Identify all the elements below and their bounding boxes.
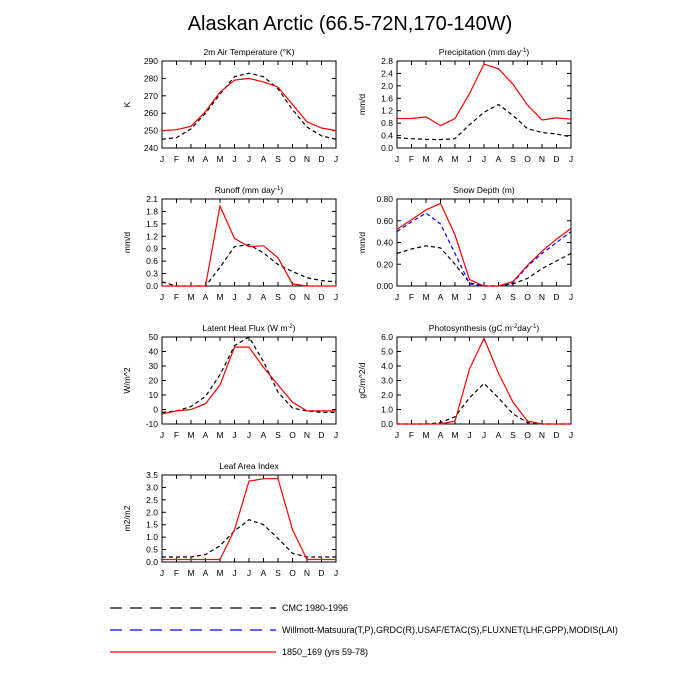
x-tick-label: M (422, 292, 430, 302)
series-line (162, 347, 336, 414)
series-line (397, 203, 571, 286)
x-tick-label: F (408, 154, 415, 164)
y-tick-label: 0.0 (381, 419, 393, 429)
y-tick-label: 0.6 (146, 256, 158, 267)
y-tick-label: 0.00 (376, 281, 393, 291)
x-tick-label: D (318, 568, 325, 578)
y-tick-label: 0.60 (376, 215, 393, 226)
x-tick-label: J (568, 430, 574, 440)
x-tick-label: A (437, 430, 444, 440)
y-tick-label: 2.0 (381, 80, 393, 91)
y-tick-label: 1.2 (381, 105, 393, 116)
x-tick-label: M (451, 430, 459, 440)
x-tick-label: J (568, 154, 574, 164)
chart-panel (357, 323, 573, 440)
y-axis-label: mm/d (122, 231, 132, 254)
plot-frame (397, 337, 571, 424)
legend (110, 603, 618, 657)
y-tick-label: 1.2 (146, 231, 158, 242)
y-tick-label: 0.20 (376, 259, 393, 270)
y-tick-label: 0.9 (146, 243, 158, 254)
y-tick-label: -10 (145, 419, 158, 429)
series-line (162, 206, 336, 286)
x-tick-label: J (481, 154, 487, 164)
chart-panel (122, 461, 338, 578)
y-tick-label: 30 (148, 361, 158, 371)
series-line (162, 73, 336, 139)
x-tick-label: J (159, 568, 165, 578)
x-tick-label: O (289, 430, 296, 440)
x-tick-label: M (422, 154, 430, 164)
x-tick-label: S (275, 430, 281, 440)
x-tick-label: S (510, 292, 516, 302)
x-tick-label: J (394, 154, 400, 164)
chart-panel (357, 185, 573, 302)
legend-entry (110, 603, 348, 613)
x-tick-label: J (568, 292, 574, 302)
panels (122, 47, 573, 578)
x-tick-label: O (524, 154, 531, 164)
x-tick-label: S (510, 430, 516, 440)
y-tick-label: 290 (143, 56, 158, 66)
y-axis-label: mm/d (357, 231, 367, 254)
y-tick-label: 0.8 (381, 118, 393, 129)
series-line (397, 105, 571, 140)
x-tick-label: S (275, 292, 281, 302)
x-tick-label: D (318, 292, 325, 302)
x-tick-label: J (246, 292, 252, 302)
x-tick-label: J (333, 430, 339, 440)
x-tick-label: A (202, 430, 209, 440)
y-tick-label: 2.1 (146, 194, 158, 204)
x-tick-label: J (333, 568, 339, 578)
x-tick-label: S (275, 154, 281, 164)
y-tick-label: 2.0 (381, 390, 393, 400)
y-tick-label: 1.6 (381, 93, 393, 104)
y-tick-label: 3.0 (381, 375, 393, 386)
y-axis-label: W/m^2 (122, 367, 132, 394)
x-tick-label: A (495, 430, 502, 440)
x-tick-label: J (394, 292, 400, 302)
x-tick-label: J (159, 154, 165, 164)
x-tick-label: A (202, 568, 209, 578)
series-line (397, 338, 571, 424)
x-tick-label: J (232, 154, 237, 164)
y-tick-label: 10 (148, 390, 158, 400)
x-tick-label: N (303, 154, 311, 164)
x-tick-label: M (216, 154, 224, 164)
x-tick-label: O (289, 154, 296, 164)
x-tick-label: J (246, 154, 252, 164)
x-tick-label: J (481, 292, 487, 302)
x-tick-label: O (289, 568, 296, 578)
plot-frame (162, 61, 336, 148)
y-tick-label: 240 (143, 143, 158, 153)
x-tick-label: F (173, 430, 180, 440)
y-axis-label: K (122, 101, 132, 108)
x-tick-label: F (173, 154, 180, 164)
x-tick-label: N (538, 430, 546, 440)
series-line (397, 383, 571, 424)
y-tick-label: 5.0 (381, 346, 393, 357)
x-tick-label: A (437, 154, 444, 164)
x-tick-label: J (232, 568, 237, 578)
x-tick-label: J (246, 568, 252, 578)
x-tick-label: O (524, 292, 531, 302)
x-tick-label: M (216, 292, 224, 302)
x-tick-label: J (467, 292, 472, 302)
x-tick-label: A (202, 154, 209, 164)
x-tick-label: A (495, 154, 502, 164)
legend-entry (110, 625, 618, 635)
x-tick-label: J (246, 430, 252, 440)
figure-title: Alaskan Arctic (66.5-72N,170-140W) (187, 13, 513, 35)
x-tick-label: M (451, 292, 459, 302)
x-tick-label: D (553, 154, 560, 164)
y-tick-label: 4.0 (381, 361, 393, 371)
panel-title: Leaf Area Index (219, 461, 279, 471)
y-tick-label: 1.0 (381, 404, 393, 415)
y-tick-label: 0 (153, 404, 158, 415)
x-tick-label: M (216, 568, 224, 578)
chart-panel (357, 47, 573, 164)
x-tick-label: D (318, 154, 325, 164)
x-tick-label: N (538, 292, 546, 302)
x-tick-label: O (524, 430, 531, 440)
x-tick-label: J (232, 292, 237, 302)
panel-title: Photosynthesis (gC $m^{-2}day^{-1}$) (428, 323, 540, 333)
y-tick-label: 0.5 (146, 544, 158, 555)
x-tick-label: J (232, 430, 237, 440)
y-tick-label: 0.0 (381, 143, 393, 153)
x-tick-label: S (510, 154, 516, 164)
x-tick-label: M (216, 430, 224, 440)
y-tick-label: 0.0 (146, 557, 158, 567)
y-tick-label: 1.0 (146, 532, 158, 543)
y-tick-label: 2.5 (146, 494, 158, 505)
chart-panel (122, 185, 338, 302)
y-tick-label: 1.8 (146, 206, 158, 217)
series-line (397, 64, 571, 126)
y-tick-label: 6.0 (381, 332, 393, 342)
panel-title: Snow Depth (m) (453, 185, 515, 195)
y-tick-label: 250 (143, 125, 158, 136)
y-tick-label: 0.80 (376, 194, 393, 204)
chart-panel (122, 47, 338, 164)
series-line (162, 78, 336, 130)
x-tick-label: F (408, 430, 415, 440)
x-tick-label: A (260, 430, 267, 440)
x-tick-label: A (260, 154, 267, 164)
plot-frame (162, 199, 336, 286)
y-tick-label: 3.0 (146, 482, 158, 493)
panel-title: Latent Heat Flux (W $m^{-2}$) (202, 323, 296, 333)
x-tick-label: F (173, 568, 180, 578)
x-tick-label: J (333, 154, 339, 164)
x-tick-label: A (495, 292, 502, 302)
y-tick-label: 2.0 (146, 507, 158, 518)
y-tick-label: 0.0 (146, 281, 158, 291)
x-tick-label: J (394, 430, 400, 440)
x-tick-label: D (553, 292, 560, 302)
series-line (162, 520, 336, 557)
series-line (162, 245, 336, 286)
x-tick-label: J (333, 292, 339, 302)
x-tick-label: O (289, 292, 296, 302)
x-tick-label: N (303, 292, 311, 302)
x-tick-label: D (318, 430, 325, 440)
x-tick-label: S (275, 568, 281, 578)
y-tick-label: 270 (143, 90, 158, 101)
x-tick-label: M (422, 430, 430, 440)
y-tick-label: 50 (148, 332, 158, 342)
x-tick-label: F (408, 292, 415, 302)
x-tick-label: A (202, 292, 209, 302)
y-tick-label: 0.3 (146, 268, 158, 279)
y-tick-label: 1.5 (146, 218, 158, 229)
y-tick-label: 260 (143, 108, 158, 119)
x-tick-label: N (303, 568, 311, 578)
y-tick-label: 280 (143, 73, 158, 84)
x-tick-label: M (451, 154, 459, 164)
y-tick-label: 2.8 (381, 56, 393, 66)
y-tick-label: 0.40 (376, 237, 393, 248)
x-tick-label: F (173, 292, 180, 302)
x-tick-label: D (553, 430, 560, 440)
y-tick-label: 40 (148, 346, 158, 357)
series-line (397, 246, 571, 286)
plot-frame (397, 61, 571, 148)
legend-entry (110, 647, 368, 657)
x-tick-label: J (159, 430, 165, 440)
y-tick-label: 3.5 (146, 470, 158, 480)
y-tick-label: 2.4 (381, 68, 393, 79)
x-tick-label: A (260, 568, 267, 578)
y-axis-label: m2/m2 (122, 505, 132, 532)
x-tick-label: J (467, 430, 472, 440)
panel-title: 2m Air Temperature (°K) (203, 47, 295, 57)
x-tick-label: A (260, 292, 267, 302)
x-tick-label: A (437, 292, 444, 302)
panel-title: Precipitation (mm day$^{-1}$) (438, 47, 530, 57)
x-tick-label: M (187, 292, 195, 302)
legend-label: 1850_169 (yrs 59-78) (282, 647, 369, 657)
y-tick-label: 1.5 (146, 519, 158, 530)
y-tick-label: 0.4 (381, 130, 393, 141)
x-tick-label: J (467, 154, 472, 164)
y-tick-label: 20 (148, 375, 158, 386)
panel-title: Runoff (mm day$^{-1}$) (214, 185, 284, 195)
x-tick-label: N (538, 154, 546, 164)
legend-label: Willmott-Matsuura(T,P),GRDC(R),USAF/ETAC(S),FLUXNET(LHF,GPP),MODIS(LAI) (282, 625, 618, 635)
x-tick-label: J (159, 292, 165, 302)
x-tick-label: N (303, 430, 311, 440)
y-axis-label: mm/d (357, 93, 367, 116)
x-tick-label: J (481, 430, 487, 440)
plot-frame (162, 475, 336, 562)
x-tick-label: M (187, 154, 195, 164)
y-axis-label: gC/m^2/d (357, 362, 367, 399)
x-tick-label: M (187, 430, 195, 440)
series-line (162, 337, 336, 412)
legend-label: CMC 1980-1996 (282, 603, 349, 613)
x-tick-label: M (187, 568, 195, 578)
chart-panel (122, 323, 338, 440)
